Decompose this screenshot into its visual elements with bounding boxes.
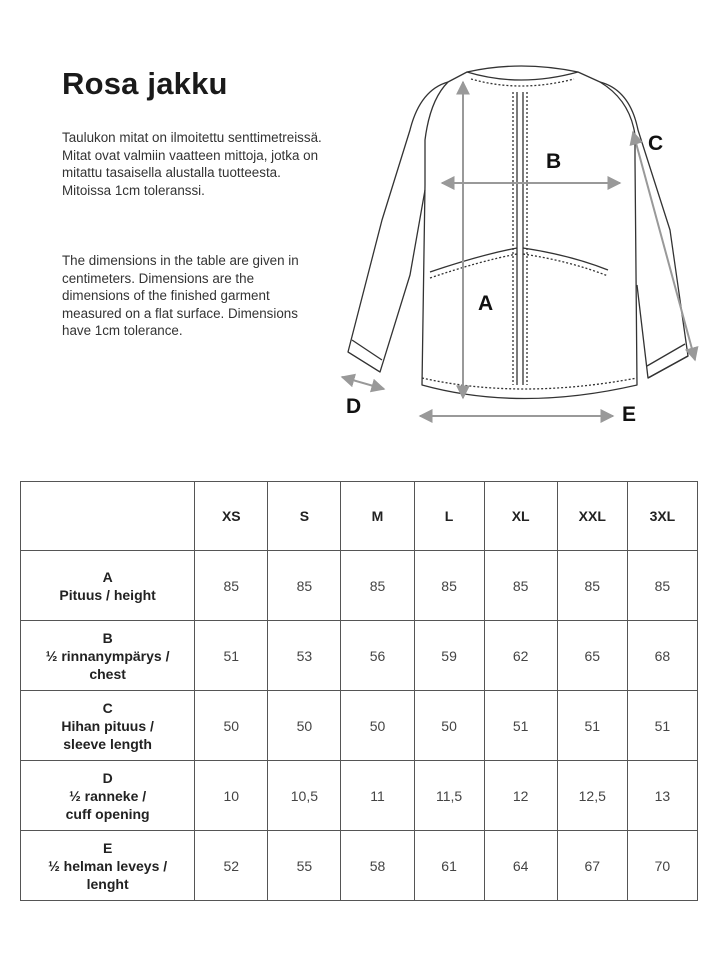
table-cell: 55	[268, 831, 341, 901]
table-cell: 64	[484, 831, 557, 901]
table-cell: 85	[341, 551, 414, 621]
table-cell: 51	[195, 621, 268, 691]
table-cell: 67	[557, 831, 627, 901]
description-english: The dimensions in the table are given in centimeters. Dimensions are the dimensions of the finished garment measured on a flat surface. Dimensions have 1cm tolerance.	[62, 253, 299, 339]
label-a: A	[478, 292, 494, 315]
table-row	[21, 621, 698, 691]
size-table	[20, 481, 698, 901]
table-cell: 70	[627, 831, 697, 901]
size-header-row	[21, 482, 698, 551]
measure-d-arrow	[342, 377, 384, 389]
table-cell: 52	[195, 831, 268, 901]
table-cell: 59	[414, 621, 484, 691]
table-cell: 56	[341, 621, 414, 691]
row-label-line: cuff opening	[65, 805, 150, 822]
table-row	[21, 691, 698, 761]
table-cell: 58	[341, 831, 414, 901]
row-label-line: Hihan pituus /	[61, 717, 154, 734]
row-code: D	[102, 769, 113, 786]
table-cell: 50	[414, 691, 484, 761]
description-finnish: Taulukon mitat on ilmoitettu senttimetreissä. Mitat ovat valmiin vaatteen mittoja, jotka on mitattu tasaisella alustalla tuotteesta. Mitoissa 1cm toleranssi.	[62, 130, 322, 198]
jacket-sketch	[330, 60, 720, 440]
table-cell: 85	[484, 551, 557, 621]
row-label	[21, 621, 195, 691]
row-label-line: ½ rinnanympärys /	[45, 647, 170, 664]
table-cell: 68	[627, 621, 697, 691]
row-label	[21, 831, 195, 901]
table-cell: 85	[557, 551, 627, 621]
table-cell: 51	[627, 691, 697, 761]
size-header: XXL	[557, 482, 627, 551]
table-cell: 11,5	[414, 761, 484, 831]
row-label	[21, 551, 195, 621]
table-cell: 50	[195, 691, 268, 761]
table-cell: 11	[341, 761, 414, 831]
label-c: C	[648, 132, 664, 155]
table-cell: 10,5	[268, 761, 341, 831]
table-row	[21, 551, 698, 621]
right-sleeve-outline	[600, 82, 688, 378]
row-label-line: ½ helman leveys /	[48, 857, 168, 874]
table-cell: 65	[557, 621, 627, 691]
left-sleeve-outline	[348, 82, 448, 372]
table-cell: 51	[557, 691, 627, 761]
page-title: Rosa jakku	[62, 66, 228, 101]
table-row	[21, 761, 698, 831]
table-cell: 85	[414, 551, 484, 621]
label-b: B	[546, 150, 562, 173]
row-code: A	[102, 568, 113, 585]
pocket-seam	[430, 248, 608, 272]
row-label-line: lenght	[86, 875, 129, 892]
header-empty-cell	[21, 482, 195, 551]
size-header: 3XL	[627, 482, 697, 551]
table-cell: 53	[268, 621, 341, 691]
label-d: D	[346, 395, 362, 418]
table-row	[21, 831, 698, 901]
row-code: C	[102, 699, 113, 716]
table-cell: 50	[268, 691, 341, 761]
row-label-line: chest	[89, 665, 126, 682]
table-cell: 12	[484, 761, 557, 831]
size-header: XL	[484, 482, 557, 551]
row-label	[21, 691, 195, 761]
size-header: XS	[195, 482, 268, 551]
row-label	[21, 761, 195, 831]
table-cell: 51	[484, 691, 557, 761]
table-cell: 62	[484, 621, 557, 691]
neckline	[467, 72, 578, 80]
row-code: B	[102, 629, 113, 646]
table-cell: 12,5	[557, 761, 627, 831]
row-code: E	[102, 839, 113, 856]
table-cell: 10	[195, 761, 268, 831]
jacket-body-outline	[422, 66, 637, 399]
table-cell: 85	[627, 551, 697, 621]
table-cell: 13	[627, 761, 697, 831]
row-label-line: ½ ranneke /	[69, 787, 147, 804]
size-header: S	[268, 482, 341, 551]
row-label-line: sleeve length	[63, 735, 152, 752]
size-header: L	[414, 482, 484, 551]
table-cell: 85	[195, 551, 268, 621]
table-cell: 50	[341, 691, 414, 761]
table-cell: 85	[268, 551, 341, 621]
size-header: M	[341, 482, 414, 551]
label-e: E	[622, 403, 637, 426]
table-cell: 61	[414, 831, 484, 901]
row-label-line: Pituus / height	[59, 586, 156, 603]
